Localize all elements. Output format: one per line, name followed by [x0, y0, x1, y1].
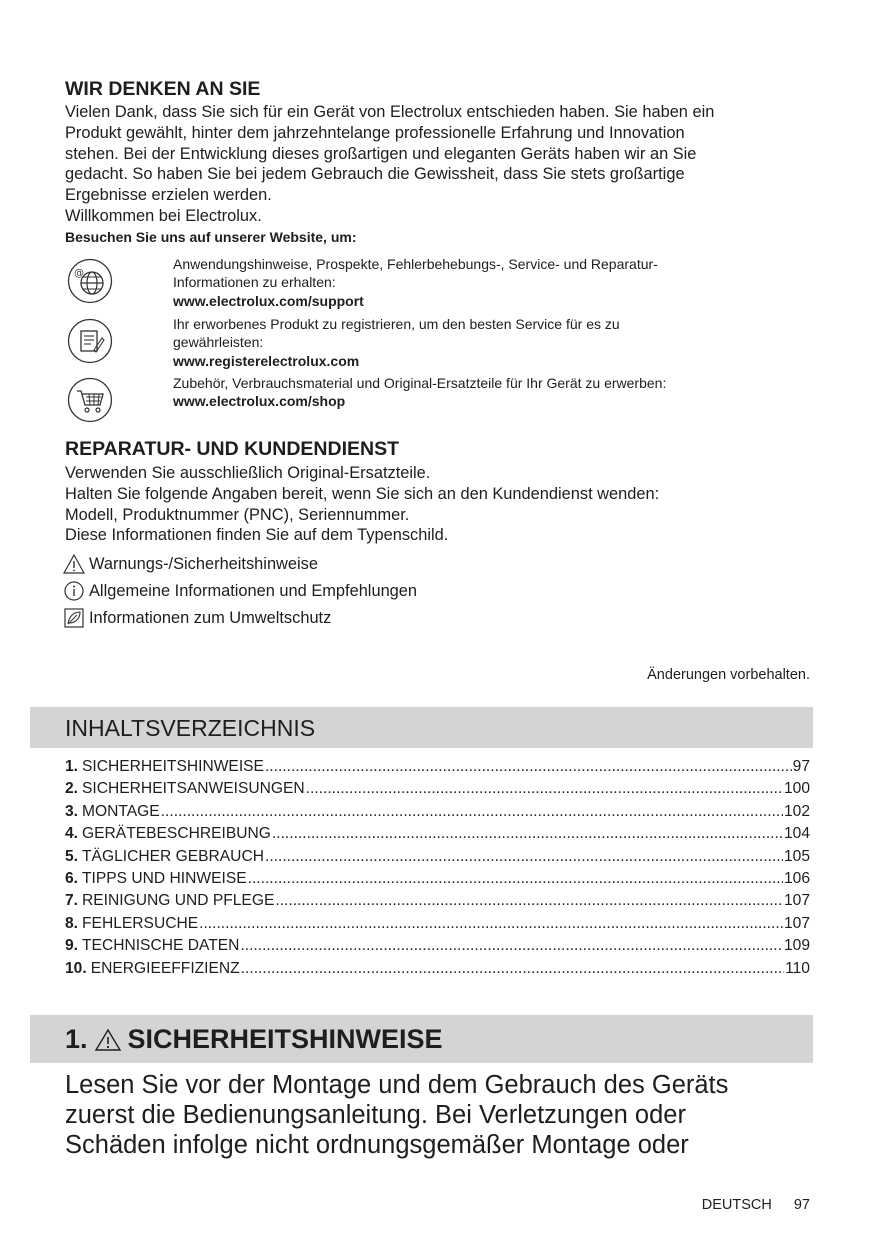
intro-heading: WIR DENKEN AN SIE	[65, 78, 261, 100]
toc-leader	[161, 803, 783, 821]
toc-entry[interactable]	[65, 937, 810, 959]
warning-icon	[63, 553, 85, 575]
toc-entry[interactable]	[65, 870, 810, 892]
legend-label: Allgemeine Informationen und Empfehlungen	[89, 581, 418, 600]
service-line: Halten Sie folgende Angaben bereit, wenn Sie sich an den Kundendienst wenden:	[65, 484, 660, 503]
toc-leader	[241, 960, 784, 978]
footer-page-number: 97	[793, 1197, 810, 1213]
toc-page: 105	[783, 847, 810, 865]
toc-leader	[265, 758, 792, 776]
intro-line: Ergebnisse erzielen werden.	[65, 186, 272, 205]
section1-title: SICHERHEITSHINWEISE	[127, 1024, 443, 1054]
toc-number: 8.	[65, 914, 79, 932]
toc-title-text: GERÄTEBESCHREIBUNG	[82, 825, 271, 843]
register-icon	[67, 318, 113, 364]
info-icon	[63, 580, 85, 602]
intro-line: Willkommen bei Electrolux.	[65, 206, 262, 225]
website-register-item	[173, 315, 773, 370]
toc-title-text: SICHERHEITSHINWEISE	[82, 758, 264, 775]
shopping-cart-icon	[67, 377, 113, 423]
toc-number: 10.	[65, 959, 87, 977]
service-paragraph	[65, 463, 825, 546]
toc-header-band	[30, 707, 813, 748]
website-text-line: Ihr erworbenes Produkt zu registrieren, um den besten Service für es zu	[173, 316, 620, 332]
footer-language: DEUTSCH	[701, 1197, 772, 1213]
intro-line: Produkt gewählt, hinter dem jahrzehntelange professionelle Erfahrung und Innovation	[65, 123, 685, 142]
intro-line: stehen. Bei der Entwicklung dieses großartigen und eleganten Geräts haben wir an Sie	[65, 144, 697, 163]
website-text-line: Informationen zu erhalten:	[173, 274, 336, 291]
toc-number: 2.	[65, 780, 79, 798]
toc-number: 6.	[65, 869, 79, 887]
toc-title-text: FEHLERSUCHE	[82, 914, 199, 932]
lead-line: Schäden infolge nicht ordnungsgemäßer Montage oder	[65, 1131, 689, 1159]
section1-number: 1.	[65, 1024, 88, 1054]
page-footer	[702, 1197, 810, 1213]
toc-entry[interactable]	[65, 960, 810, 982]
toc-entry[interactable]	[65, 848, 810, 870]
toc-entry[interactable]	[65, 758, 810, 780]
toc-leader	[275, 892, 783, 910]
toc-entry[interactable]	[65, 780, 810, 802]
toc-page: 100	[783, 780, 810, 798]
toc-page: 106	[783, 869, 810, 887]
warning-icon	[94, 1027, 122, 1053]
toc-entry[interactable]	[65, 825, 810, 847]
section1-header-band	[30, 1015, 813, 1063]
legend-info	[63, 580, 417, 602]
section1-lead-paragraph	[65, 1070, 825, 1160]
toc-number: 3.	[65, 802, 79, 820]
toc-entry[interactable]	[65, 803, 810, 825]
toc-leader	[272, 825, 783, 843]
toc-page: 102	[783, 802, 810, 820]
changes-note: Änderungen vorbehalten.	[647, 667, 810, 683]
section1-heading	[65, 1024, 443, 1055]
website-support-item	[173, 255, 773, 310]
intro-paragraph	[65, 102, 815, 227]
toc-leader	[306, 780, 783, 798]
website-text-line: Zubehör, Verbrauchsmaterial und Original-Ersatzteile für Ihr Gerät zu erwerben:	[173, 375, 667, 391]
toc-title-text: MONTAGE	[82, 802, 160, 820]
legend-warning	[63, 553, 318, 575]
toc-page: 107	[783, 914, 810, 932]
toc-title-text: SICHERHEITSANWEISUNGEN	[82, 780, 305, 798]
toc-number: 4.	[65, 825, 79, 843]
support-link[interactable]: www.electrolux.com/support	[173, 292, 364, 309]
legend-label: Warnungs-/Sicherheitshinweise	[89, 554, 318, 573]
toc-entry[interactable]	[65, 915, 810, 937]
toc-number: 9.	[65, 937, 79, 955]
toc-leader	[248, 870, 783, 888]
lead-line: zuerst die Bedienungsanleitung. Bei Verletzungen oder	[65, 1101, 686, 1129]
website-text-line: Anwendungshinweise, Prospekte, Fehlerbehebungs-, Service- und Reparatur-	[173, 256, 658, 272]
legend-environment	[63, 607, 331, 629]
toc-leader	[265, 848, 783, 866]
environment-icon	[63, 607, 85, 629]
toc-entry[interactable]	[65, 892, 810, 914]
toc-title-text: REINIGUNG UND PFLEGE	[82, 892, 275, 910]
toc-page: 107	[783, 892, 810, 910]
visit-heading: Besuchen Sie uns auf unserer Website, um:	[65, 229, 357, 245]
toc-number: 1.	[65, 758, 79, 775]
toc-title-text: TÄGLICHER GEBRAUCH	[82, 847, 264, 865]
website-text-line: gewährleisten:	[173, 334, 264, 351]
svg-text:@: @	[74, 268, 84, 279]
service-heading: REPARATUR- UND KUNDENDIENST	[65, 438, 400, 460]
intro-line: Vielen Dank, dass Sie sich für ein Gerät von Electrolux entschieden haben. Sie haben ein	[65, 103, 715, 121]
toc-page: 109	[783, 937, 810, 955]
toc-number: 5.	[65, 847, 79, 865]
table-of-contents	[65, 758, 810, 982]
toc-page: 110	[785, 959, 810, 977]
intro-line: gedacht. So haben Sie bei jedem Gebrauch die Gewissheit, dass Sie stets großartige	[65, 165, 685, 184]
lead-line: Lesen Sie vor der Montage und dem Gebrauch des Geräts	[65, 1071, 729, 1099]
toc-title-text: TIPPS UND HINWEISE	[82, 869, 247, 887]
website-shop-item	[173, 374, 773, 411]
service-line: Modell, Produktnummer (PNC), Seriennummer.	[65, 505, 410, 524]
service-line: Diese Informationen finden Sie auf dem Typenschild.	[65, 526, 449, 545]
toc-leader	[240, 937, 783, 955]
register-link[interactable]: www.registerelectrolux.com	[173, 352, 360, 369]
toc-page: 97	[792, 758, 810, 775]
toc-title-text: ENERGIEEFFIZIENZ	[90, 959, 240, 977]
toc-number: 7.	[65, 892, 79, 910]
toc-leader	[199, 915, 783, 933]
toc-title-text: TECHNISCHE DATEN	[82, 937, 240, 955]
globe-icon	[67, 258, 113, 304]
toc-title: INHALTSVERZEICHNIS	[65, 715, 316, 741]
service-line: Verwenden Sie ausschließlich Original-Ersatzteile.	[65, 464, 431, 482]
toc-page: 104	[783, 825, 810, 843]
legend-label: Informationen zum Umweltschutz	[89, 608, 332, 627]
shop-link[interactable]: www.electrolux.com/shop	[173, 393, 346, 410]
